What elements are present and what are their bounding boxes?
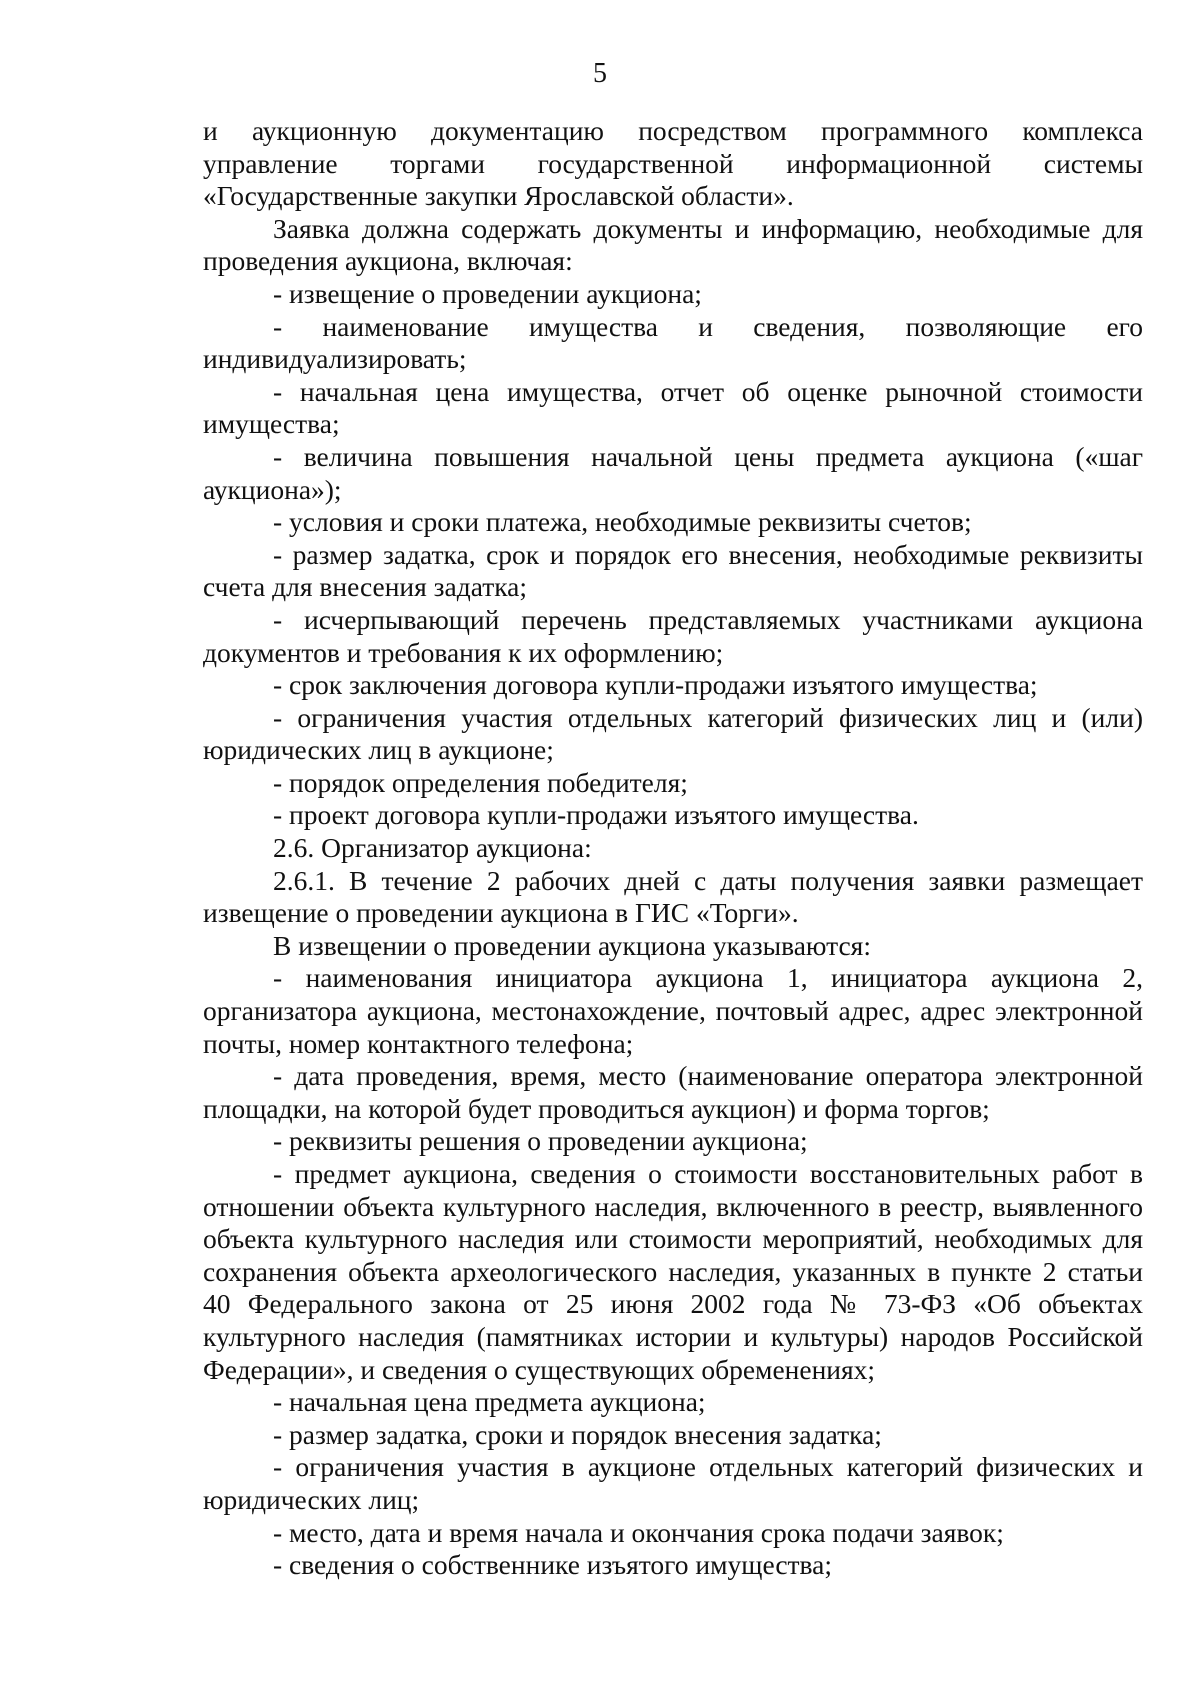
paragraph: 2.6. Организатор аукциона: — [273, 832, 592, 864]
paragraph: - ограничения участия в аукционе отдельных категорий физических и юридических лиц; — [203, 1451, 1143, 1515]
document-body — [203, 115, 1143, 1582]
paragraph: - величина повышения начальной цены предмета аукциона («шаг аукциона»); — [203, 440, 1143, 505]
paragraph: - наименование имущества и сведения, позволяющие его индивидуализировать; — [203, 310, 1143, 375]
paragraph: - проект договора купли-продажи изъятого имущества. — [273, 799, 919, 831]
paragraph: - место, дата и время начала и окончания срока подачи заявок; — [273, 1516, 1004, 1548]
paragraph: и аукционную документацию посредством программного комплекса управление торгами государственной информационной системы «Государственные закупки Ярославской области». — [203, 115, 1143, 212]
paragraph: - начальная цена имущества, отчет об оценке рыночной стоимости имущества; — [203, 375, 1143, 440]
paragraph: - наименования инициатора аукциона 1, инициатора аукциона 2, организатора аукциона, местонахождение, почтовый адрес, адрес электронной почты, номер контактного телефона; — [203, 962, 1143, 1059]
paragraph: - сведения о собственнике изъятого имущества; — [273, 1549, 833, 1581]
paragraph: - порядок определения победителя; — [273, 766, 688, 798]
paragraph: - извещение о проведении аукциона; — [273, 277, 702, 309]
paragraph: - ограничения участия отдельных категорий физических лиц и (или) юридических лиц в аукционе; — [203, 701, 1143, 766]
paragraph: - условия и сроки платежа, необходимые реквизиты счетов; — [273, 506, 972, 538]
paragraph: - исчерпывающий перечень представляемых участниками аукциона документов и требования к их оформлению; — [203, 603, 1143, 668]
paragraph: - начальная цена предмета аукциона; — [273, 1386, 706, 1418]
paragraph: 2.6.1. В течение 2 рабочих дней с даты получения заявки размещает извещение о проведении аукциона в ГИС «Торги». — [203, 864, 1143, 929]
paragraph: В извещении о проведении аукциона указываются: — [273, 929, 871, 961]
paragraph: Заявка должна содержать документы и информацию, необходимые для проведения аукциона, включая: — [203, 212, 1143, 277]
paragraph: - предмет аукциона, сведения о стоимости восстановительных работ в отношении объекта культурного наследия, включенного в реестр, выявленного объекта культурного наследия или стоимости мероприятий, необходимых для сохранения объекта археологического наследия, указанных в пункте 2 статьи 40 Федерального закона от 25 июня 2002 года № 73-ФЗ «Об объектах культурного наследия (памятниках истории и культуры) народов Российской Федерации», и сведения о существующих обременениях; — [203, 1158, 1143, 1385]
paragraph: - размер задатка, срок и порядок его внесения, необходимые реквизиты счета для внесения задатка; — [203, 538, 1143, 603]
paragraph: - срок заключения договора купли-продажи изъятого имущества; — [273, 669, 1038, 701]
paragraph: - реквизиты решения о проведении аукциона; — [273, 1125, 808, 1157]
paragraph: - дата проведения, время, место (наименование оператора электронной площадки, на которой будет проводиться аукцион) и форма торгов; — [203, 1060, 1143, 1124]
page-number: 5 — [593, 58, 607, 89]
paragraph: - размер задатка, сроки и порядок внесения задатка; — [273, 1418, 882, 1450]
